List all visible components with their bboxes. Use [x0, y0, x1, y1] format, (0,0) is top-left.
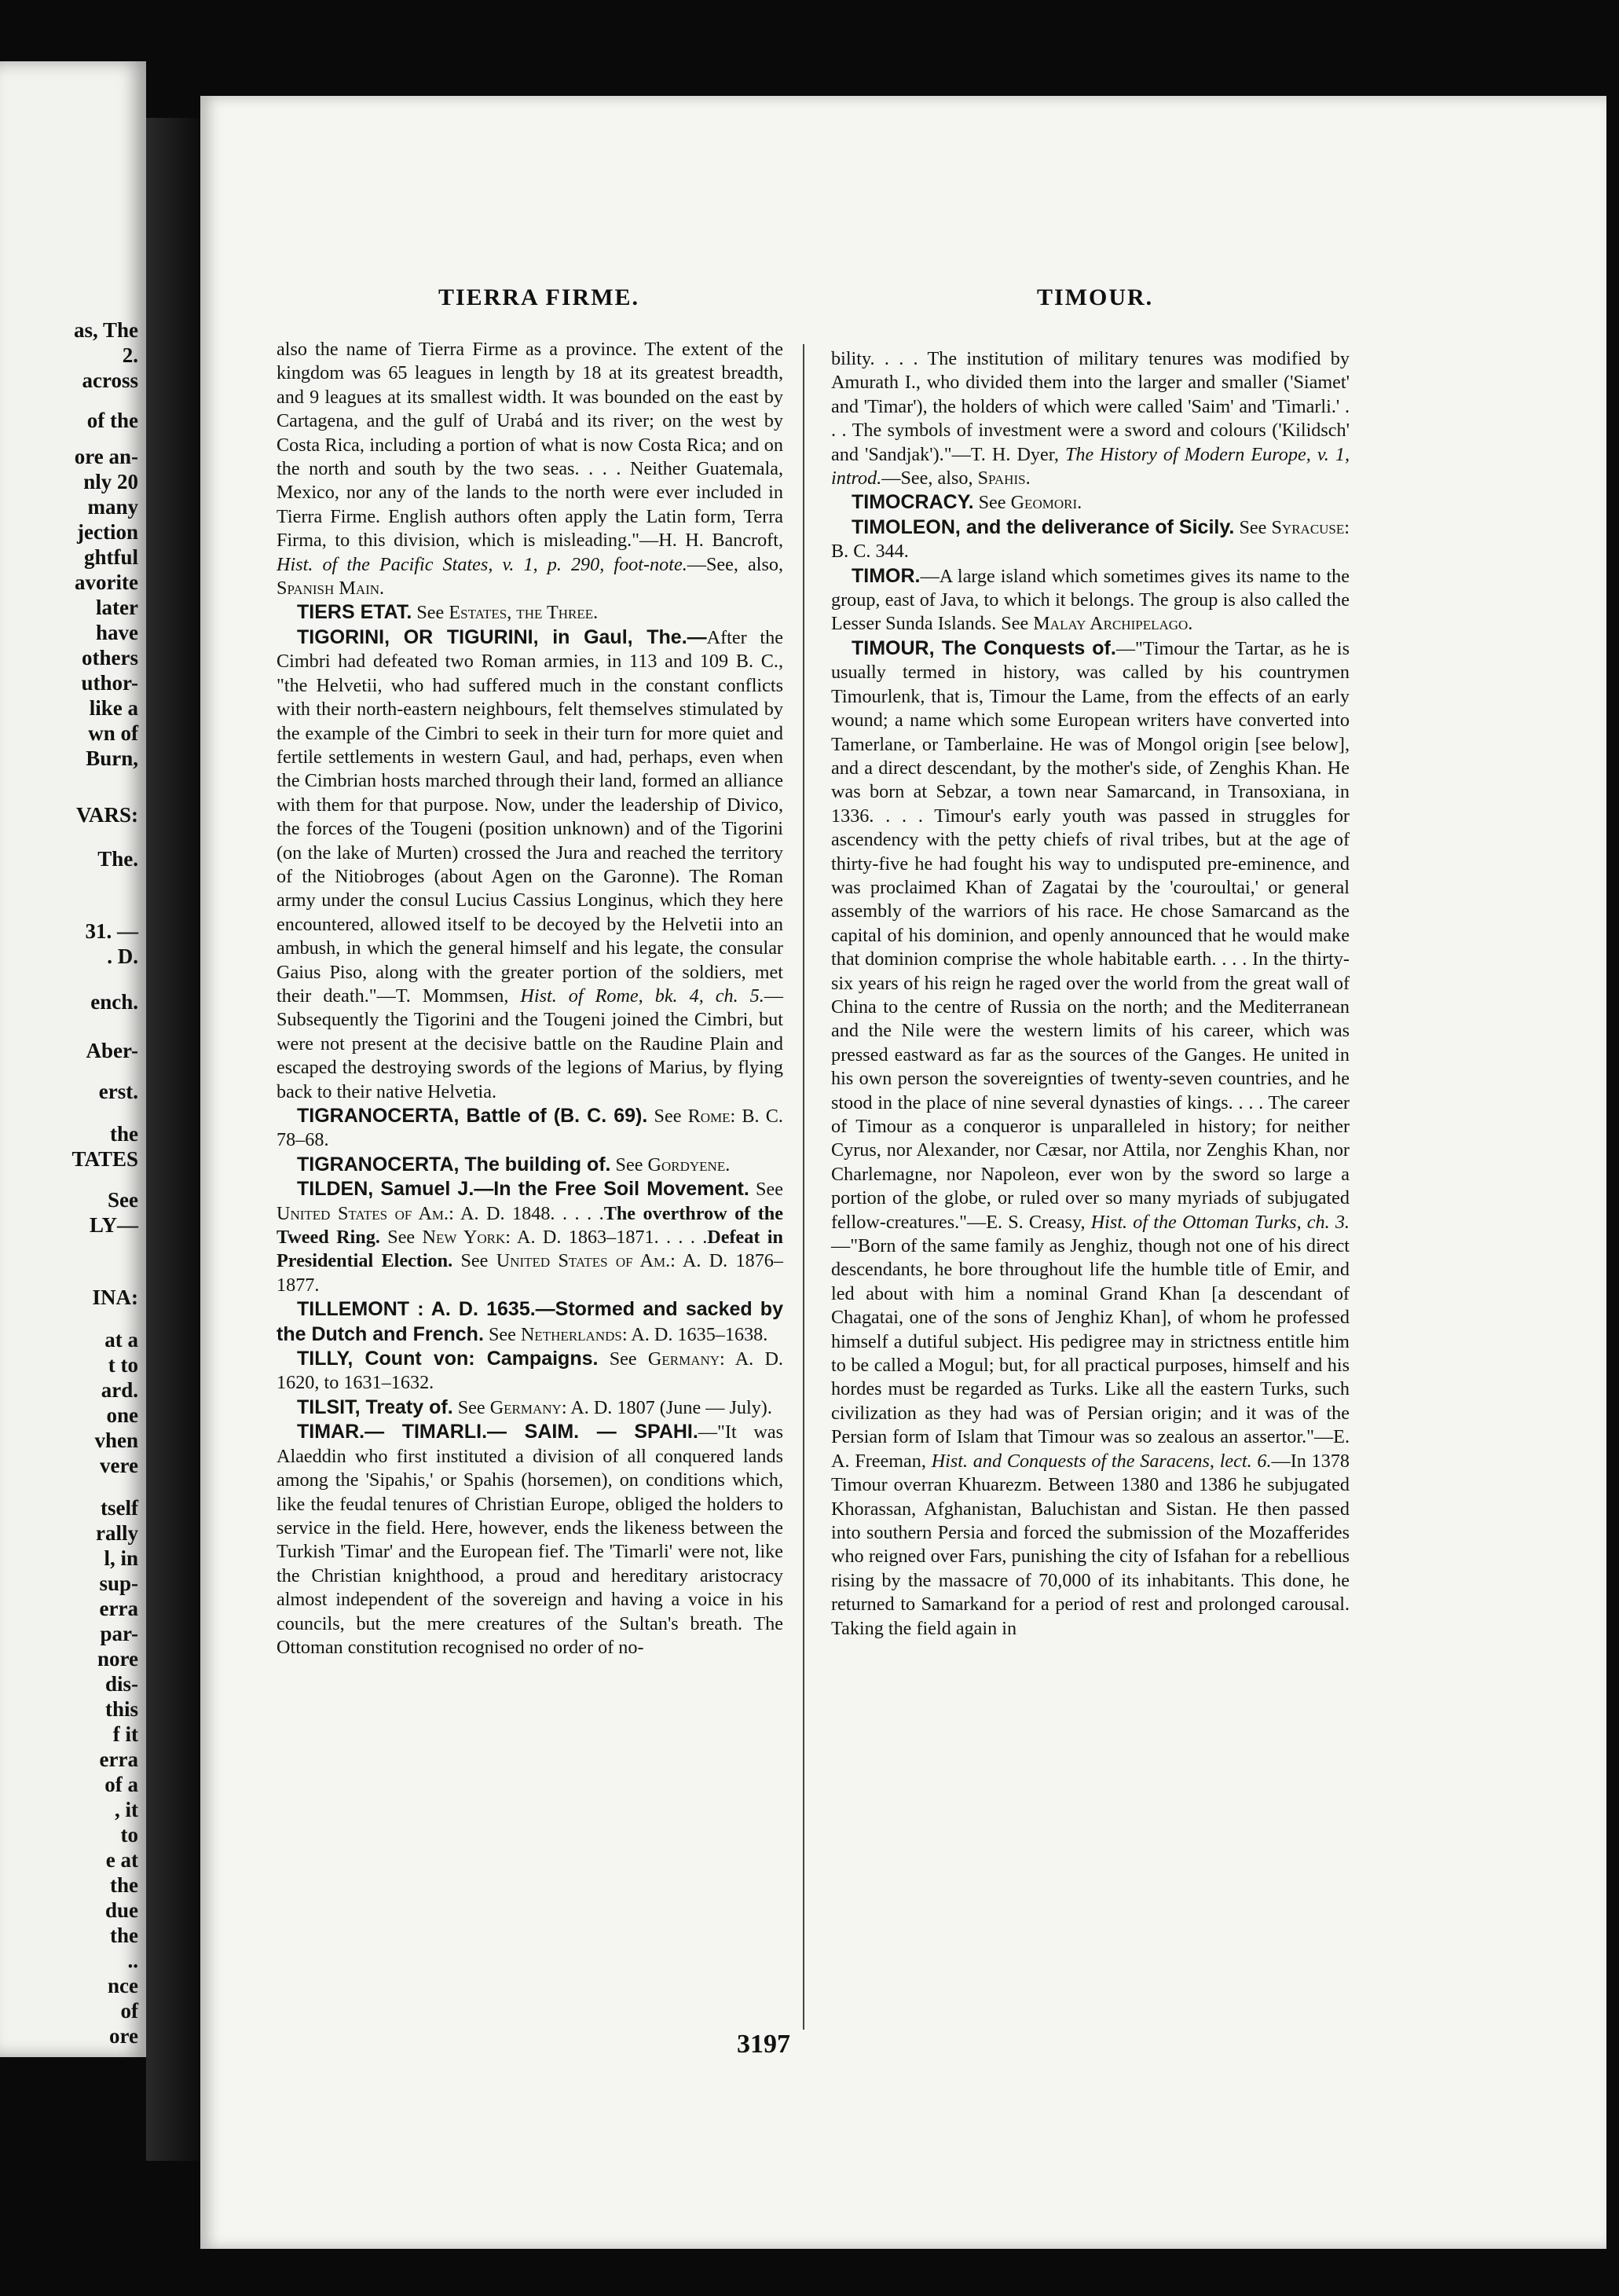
headword: TIMOUR, The Conquests of.: [852, 636, 1116, 659]
entry-timour: [831, 636, 1350, 1641]
edge-line: See: [108, 1188, 138, 1212]
edge-line: ench.: [90, 990, 138, 1014]
edge-line: many: [87, 495, 138, 519]
entry-text: See: [1234, 516, 1272, 538]
entry-text: —Subsequently the Tigorini and the Tougeni joined the Cimbri, but were not present at the decisive battle on the Raudine Plain and escaped the destroying swords of the legions of Marius, by flying back to their native Helvetia.: [277, 985, 783, 1102]
entry-text: B. C. 344.: [831, 541, 909, 563]
edge-line: like a: [89, 696, 138, 720]
entry-text: See: [647, 1106, 688, 1127]
cross-reference: Malay Archipelago.: [1033, 613, 1193, 635]
cross-reference: United States of Am.:: [277, 1202, 454, 1224]
edge-line: wn of: [88, 721, 138, 745]
edge-line: tself: [101, 1496, 138, 1520]
entry-text: —"Timour the Tartar, as he is usually termed in history, was called by his countrymen Timourlenk, that is, Timour the Lame, from the effects of an early wound; a name which some European writers have converted into Tamerlane, or Tamberlaine. He was of Mongol origin [see below], and a direct descendant, by the mother's side, of Zenghis Khan. He was born at Sebzar, a town near Samarcand, in Transoxiana, in 1336. . . . Timour's early youth was passed in struggles for ascendency with the petty chiefs of rival tribes, but at the age of thirty-five he had fought his way to undisputed pre-eminence, and was proclaimed Khan of Zagatai by the 'couroultai,' or general assembly of the warriors of his race. He chose Samarcand as the capital of his dominion, and openly announced that he would make that dominion comprise the whole habitable earth. . . . In the thirty-six years of his reign he raged over the world from the great wall of China to the centre of Russia on the north; and the Mediterranean and the Nile were the western limits of his career, which was pressed eastward as far as the sources of the Ganges. He united in his own person the sovereignties of twenty-seven countries, and he stood in the place of nine several dynasties of kings. . . . The career of Timour as a conqueror is unparalleled in history; for neither Cyrus, nor Alexander, nor Cæsar, nor Attila, nor Zenghis Khan, nor Charlemagne, nor Napoleon, ever won by the sword so large a portion of the globe, or ruled over so many myriads of subjugated fellow-creatures."—E. S. Creasy,: [831, 637, 1350, 1233]
edge-line: of the: [86, 409, 138, 432]
headword: TILLEMONT : A. D. 1635.—Stormed and sacked by the Dutch and French.: [277, 1298, 783, 1345]
cross-reference: United States of Am.:: [496, 1250, 676, 1272]
cross-reference: Germany:: [489, 1396, 567, 1418]
entry-timoleon: [831, 515, 1350, 564]
entry-text: See: [598, 1348, 648, 1370]
edge-line: the: [110, 1122, 138, 1146]
edge-line: LY—: [89, 1213, 138, 1237]
entry-tilden: [277, 1177, 783, 1297]
edge-line: ore: [109, 2024, 138, 2048]
entry-timar-cont: [831, 347, 1350, 490]
headword: TIMAR.— TIMARLI.— SAIM. — SPAHI.: [297, 1421, 698, 1443]
edge-line: ore an-: [74, 445, 138, 468]
entry-text: A. D. 1635–1638.: [627, 1323, 768, 1345]
citation: Hist. and Conquests of the Saracens, lect. 6.: [931, 1450, 1272, 1472]
entry-text: —"Born of the same family as Jenghiz, though not one of his direct descendants, he bore throughout life the humble title of Emir, and led about with him a nominal Grand Khan [a descendant of Chagatai, one of the sons of Jenghiz Khan], of whom he professed himself a dutiful subject. His pedigree may in strictness entitle him to be called a Mogul; but, for all practical purposes, himself and his hordes must be regarded as Turks. Like all the eastern Turks, such civilization as they had was of Persian origin; and it was of the Persian form of Islam that Timour was so zealous an assertor."—E. A. Freeman,: [831, 1235, 1350, 1472]
entry-timar: [277, 1420, 783, 1660]
edge-line: l, in: [104, 1546, 138, 1570]
edge-line: TATES: [71, 1147, 138, 1171]
headword: TIMOR.: [852, 564, 921, 587]
edge-line: this: [104, 1697, 138, 1721]
edge-line: erra: [99, 1597, 138, 1620]
entry-tilly: [277, 1347, 783, 1396]
entry-tigranocerta-battle: [277, 1104, 783, 1153]
edge-line: later: [96, 596, 138, 619]
edge-line: the: [110, 1873, 138, 1897]
edge-line: sup-: [99, 1572, 138, 1595]
entry-text: —"It was Alaeddin who first instituted a division of all conquered lands among the 'Sipahis,' or Spahis (horsemen), on conditions which, like the feudal tenures of Christian Europe, obliged the holders to service in the field. Here, however, ends the likeness between the Turkish 'Timar' and the European fief. The 'Timarli' were not, like the Christian knighthood, a proud and hereditary aristocracy almost independent of the sovereign and having a voice in his councils, but the mere creatures of the Sultan's breath. The Ottoman constitution recognised no order of no-: [277, 1421, 783, 1658]
entry-tilsit: [277, 1396, 783, 1420]
edge-line: t to: [108, 1353, 138, 1377]
entry-tierra-firme-cont: [277, 338, 783, 600]
entry-text: A. D. 1863–1871. . . . .: [510, 1227, 708, 1249]
headword: TIGRANOCERTA, Battle of (B. C. 69).: [297, 1105, 648, 1127]
edge-line: , it: [115, 1798, 138, 1821]
edge-line: nce: [108, 1974, 138, 1997]
entry-text: —See, also,: [687, 553, 783, 575]
edge-line: 2.: [122, 343, 138, 367]
entry-tillemont: [277, 1297, 783, 1347]
edge-line: par-: [100, 1622, 138, 1645]
cross-reference: New York:: [422, 1227, 511, 1249]
edge-line: ..: [127, 1949, 138, 1972]
edge-line: uthor-: [81, 671, 138, 695]
edge-line: to: [120, 1823, 138, 1847]
edge-line: of: [120, 1999, 138, 2023]
entry-tigorini: [277, 625, 783, 1104]
edge-line: . D.: [107, 944, 138, 968]
column-rule: [803, 344, 804, 2030]
edge-line: one: [106, 1403, 138, 1427]
entry-text: A. D. 1848. . . . .: [453, 1202, 604, 1224]
edge-line: INA:: [92, 1286, 138, 1309]
facing-page-edge: [0, 61, 146, 2057]
page-number: 3197: [737, 2030, 790, 2059]
entry-text: bility. . . . The institution of military tenures was modified by Amurath I., who divided them into the larger and smaller ('Siamet' and 'Timar'), the holders of which were called 'Saim' and 'Timarli.' . . . The symbols of investment were a sword and colours ('Kilidsch' and 'Sandjak')."—T. H. Dyer,: [831, 348, 1350, 465]
gutter-shadow: [146, 118, 200, 2161]
edge-line: f it: [112, 1722, 138, 1746]
citation: Hist. of the Pacific States, v. 1, p. 290, foot-note.: [277, 553, 687, 575]
cross-reference: Geomori.: [1010, 492, 1082, 514]
edge-line: of a: [104, 1773, 138, 1796]
edge-line: rally: [96, 1521, 138, 1545]
edge-line: as, The: [73, 318, 138, 342]
citation: The History of Modern Europe, v. 1, introd.: [831, 443, 1350, 490]
cross-reference: Syracuse:: [1271, 516, 1350, 538]
entry-text: See: [379, 1227, 423, 1249]
entry-tiers-etat: [277, 600, 783, 625]
headword: TILSIT, Treaty of.: [297, 1396, 453, 1418]
edge-line: vhen: [94, 1429, 138, 1452]
headword: TIGRANOCERTA, The building of.: [297, 1153, 611, 1176]
headword: TIMOCRACY.: [852, 491, 974, 514]
entry-text: See: [749, 1179, 783, 1201]
edge-line: at a: [104, 1328, 138, 1352]
edge-line: nore: [97, 1647, 138, 1671]
cross-reference: Spahis.: [977, 468, 1031, 490]
headword: TIERS ETAT.: [297, 601, 412, 624]
cross-reference: Estates, the Three.: [449, 602, 599, 624]
entry-text: —See, also,: [881, 468, 978, 490]
entry-text: A. D. 1620, to 1631–1632.: [277, 1348, 783, 1394]
edge-line: have: [96, 621, 138, 644]
right-column: [831, 347, 1350, 1641]
edge-line: ard.: [101, 1378, 138, 1402]
entry-timor: [831, 564, 1350, 636]
edge-line: Aber-: [86, 1039, 138, 1062]
edge-line: others: [82, 646, 138, 669]
edge-line: erst.: [98, 1080, 138, 1103]
entry-text: See: [483, 1323, 521, 1345]
citation: Hist. of Rome, bk. 4, ch. 5.: [520, 985, 764, 1007]
edge-line: jection: [77, 520, 138, 544]
headword: TIMOLEON, and the deliverance of Sicily.: [852, 515, 1235, 538]
edge-line: avorite: [75, 570, 138, 594]
entry-text: —A large island which sometimes gives its name to the group, east of Java, to which it belongs. The group is also called the Lesser Sunda Islands. See: [831, 565, 1350, 635]
headword: TILDEN, Samuel J.—In the Free Soil Movement.: [297, 1178, 749, 1201]
running-head-right: TIMOUR.: [1037, 284, 1154, 310]
running-head-left: TIERRA FIRME.: [438, 284, 640, 310]
entry-text: —In 1378 Timour overran Khuarezm. Between 1380 and 1386 he subjugated Khorassan, Afghanistan, Baluchistan and Sistan. He then passed into southern Persia and forced the submission of the Mozafferides who reigned over Fars, punishing the city of Isfahan for a rebellious rising by the massacre of 70,000 of its inhabitants. This done, he returned to Samarkand for a period of rest and prolonged carousal. Taking the field again in: [831, 1450, 1350, 1639]
left-column: [277, 338, 783, 1660]
cross-reference: Germany:: [647, 1348, 725, 1370]
cross-reference: Spanish Main.: [277, 578, 385, 600]
edge-line: erra: [99, 1748, 138, 1771]
entry-text: also the name of Tierra Firme as a province. The extent of the kingdom was 65 leagues in length by 18 at its greatest breadth, and 9 leagues at its smallest width. It was bounded on the east by Cartagena, and the gulf of Urabá and its river; on the west by Costa Rica, including a portion of what is now Costa Rica; and on the north and south by the two seas. . . . Neither Guatemala, Mexico, nor any of the lands to the north were ever included in Tierra Firme. English authors often apply the Latin form, Terra Firma, to this division, which is misleading."—H. H. Bancroft,: [277, 339, 783, 552]
edge-line: due: [104, 1898, 138, 1922]
entry-text: A. D. 1807 (June — July).: [566, 1396, 772, 1418]
headword: TILLY, Count von: Campaigns.: [297, 1348, 599, 1370]
edge-line: nly 20: [83, 470, 138, 493]
entry-text: See: [412, 602, 449, 624]
edge-line: across: [82, 369, 138, 392]
cross-reference: Rome:: [687, 1106, 736, 1127]
entry-text: B. C. 78–68.: [277, 1106, 783, 1151]
edge-line: ghtful: [83, 545, 138, 569]
edge-line: VARS:: [75, 803, 138, 827]
entry-text: After the Cimbri had defeated two Roman armies, in 113 and 109 B. C., "the Helvetii, who had suffered much in the constant conflicts with their north-eastern neighbours, felt themselves stimulated by the example of the Cimbri to seek in their turn for more quiet and fertile settlements in western Gaul, and had, perhaps, even when the Cimbrian hosts marched through their land, formed an alliance with them for that purpose. Now, under the leadership of Divico, the forces of the Tougeni (position unknown) and of the Tigorini (on the lake of Murten) crossed the Jura and reached the territory of the Nitiobroges (about Agen on the Garonne). The Roman army under the consul Lucius Cassius Longinus, which they here encountered, allowed itself to be decoyed by the Helvetii into an ambush, in which the general himself and his legate, the consular Gaius Piso, along with the greater portion of the soldiers, met their death."—T. Mommsen,: [277, 626, 783, 1007]
entry-text: See: [973, 492, 1011, 514]
entry-text: See: [610, 1154, 648, 1176]
citation: Hist. of the Ottoman Turks, ch. 3.: [1090, 1211, 1350, 1233]
edge-line: vere: [100, 1454, 138, 1477]
subheading: Defeat in Presidential Election.: [277, 1227, 783, 1272]
entry-text: A. D. 1876–1877.: [277, 1250, 783, 1296]
entry-timocracy: [831, 490, 1350, 515]
edge-line: e at: [105, 1848, 138, 1872]
edge-line: the: [110, 1924, 138, 1947]
entry-tigranocerta-building: [277, 1153, 783, 1177]
subheading: The overthrow of the Tweed Ring.: [277, 1202, 783, 1249]
edge-line: 31. —: [85, 919, 138, 943]
cross-reference: Netherlands:: [520, 1323, 628, 1345]
edge-line: dis-: [104, 1672, 138, 1696]
edge-line: Burn,: [86, 746, 138, 770]
headword: TIGORINI, OR TIGURINI, in Gaul, The.—: [297, 625, 707, 648]
entry-text: See: [452, 1396, 490, 1418]
entry-text: See: [452, 1250, 496, 1272]
edge-line: The.: [97, 847, 138, 871]
cross-reference: Gordyene.: [647, 1154, 731, 1176]
